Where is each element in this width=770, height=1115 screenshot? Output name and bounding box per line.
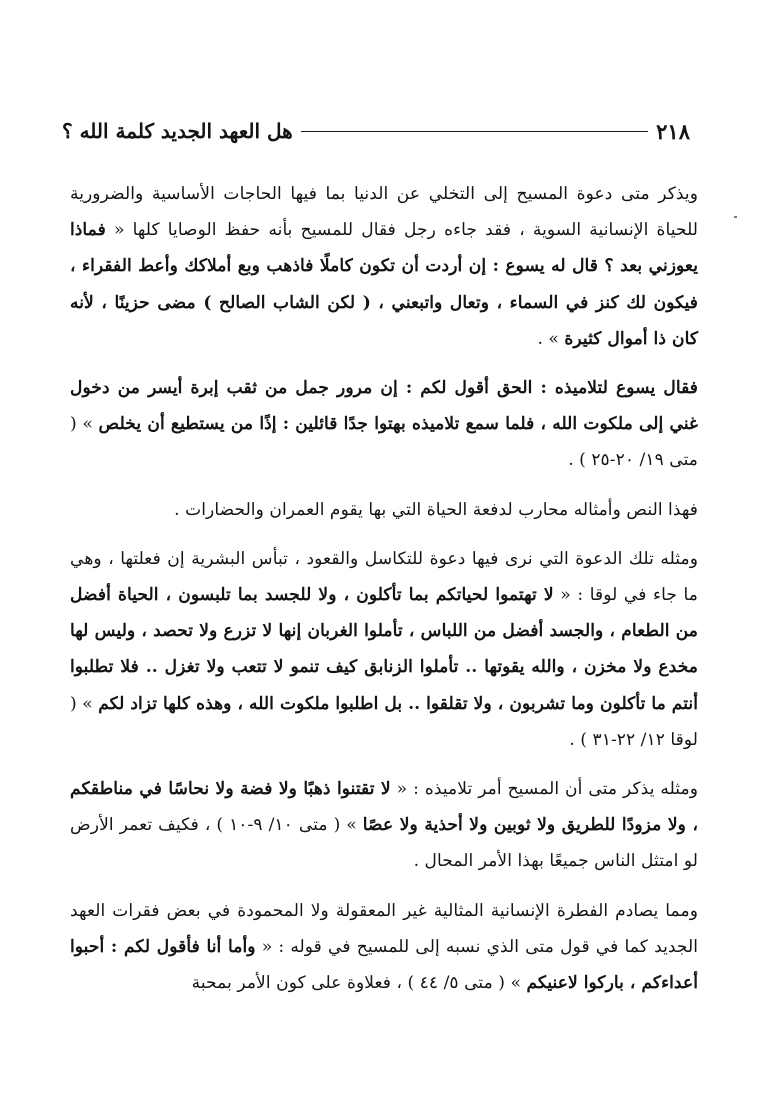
paragraph-text: ويذكر متى دعوة المسيح إلى التخلي عن الدنيا بما فيها الحاجات الأساسية والضرورية للحياة الإنسانية السوية ، فقد جاءه رجل فقال للمسيح بأنه حفظ الوصايا كلها « xyxy=(70,184,698,241)
scripture-quote: لا تقتنوا ذهبًا ولا فضة ولا نحاسًا في مناطقكم ، ولا مزودًا للطريق ولا ثوبين ولا أحذية ولا عصًا xyxy=(70,779,698,836)
paragraph xyxy=(70,176,698,357)
paragraph xyxy=(70,370,698,479)
paragraph-text: » ( متى ٥/ ٤٤ ) ، فعلاوة على كون الأمر بمحبة xyxy=(191,973,527,994)
book-title: هل العهد الجديد كلمة الله ؟ xyxy=(62,119,293,143)
scripture-quote: فماذا يعوزني بعد ؟ قال له يسوع : إن أردت أن تكون كاملًا فاذهب وبع أملاكك وأعط الفقراء ، فيكون لك كنز في السماء ، وتعال واتبعني ، ( لكن الشاب الصالح ) مضى حزينًا ، لأنه كان ذا أموال كثيرة xyxy=(70,220,698,349)
scripture-quote: لا تهتموا لحياتكم بما تأكلون ، ولا للجسد بما تلبسون ، الحياة أفضل من الطعام ، والجسد أفضل من اللباس ، تأملوا الغربان إنها لا تزرع ولا تحصد ، وليس لها مخدع ولا مخزن ، والله يقوتها .. تأملوا الزنابق كيف تنمو لا تتعب ولا تغزل .. فلا تطلبوا أنتم ما تأكلون وما تشربون ، ولا تقلقوا .. بل اطلبوا ملكوت الله ، وهذه كلها تزاد لكم xyxy=(70,585,698,714)
paragraph-text: ومثله تلك الدعوة التي نرى فيها دعوة للتكاسل والقعود ، تبأس البشرية إن فعلتها ، وهي ما جاء في لوقا : « xyxy=(70,548,698,606)
paragraph xyxy=(70,492,698,528)
paragraph xyxy=(70,771,698,880)
scripture-quote: فقال يسوع لتلاميذه : الحق أقول لكم : إن مرور جمل من ثقب إبرة أيسر من دخول غني إلى ملكوت الله ، فلما سمع تلاميذه بهتوا جدًا قائلين : إذًا من يستطيع أن يخلص xyxy=(70,378,698,435)
scripture-quote: وأما أنا فأقول لكم : أحبوا أعداءكم ، باركوا لاعنيكم xyxy=(70,936,698,994)
paragraph-text: ومما يصادم الفطرة الإنسانية المثالية غير المعقولة ولا المحمودة في بعض فقرات العهد الجديد كما في قول متى الذي نسبه إلى للمسيح في قوله : « xyxy=(70,900,698,957)
page-number: ٢١٨ xyxy=(656,118,690,144)
running-header xyxy=(62,116,690,146)
paragraph-text: » ( متى ١٩/ ٢٠-٢٥ ) . xyxy=(70,414,698,471)
header-rule xyxy=(301,131,648,132)
paragraph-text: » . xyxy=(537,328,565,349)
paragraph-text: » ( لوقا ١٢/ ٢٢-٣١ ) . xyxy=(70,693,698,750)
scan-speck xyxy=(734,216,737,218)
paragraph xyxy=(70,541,698,758)
paragraph-text: فهذا النص وأمثاله محارب لدفعة الحياة التي بها يقوم العمران والحضارات . xyxy=(174,499,698,520)
paragraph-text: ومثله يذكر متى أن المسيح أمر تلاميذه : « xyxy=(390,779,699,800)
page-body xyxy=(70,176,698,1001)
paragraph-text: » ( متى ١٠/ ٩-١٠ ) ، فكيف تعمر الأرض لو امتثل الناس جميعًا بهذا الأمر المحال . xyxy=(70,815,698,872)
paragraph xyxy=(70,893,698,1002)
